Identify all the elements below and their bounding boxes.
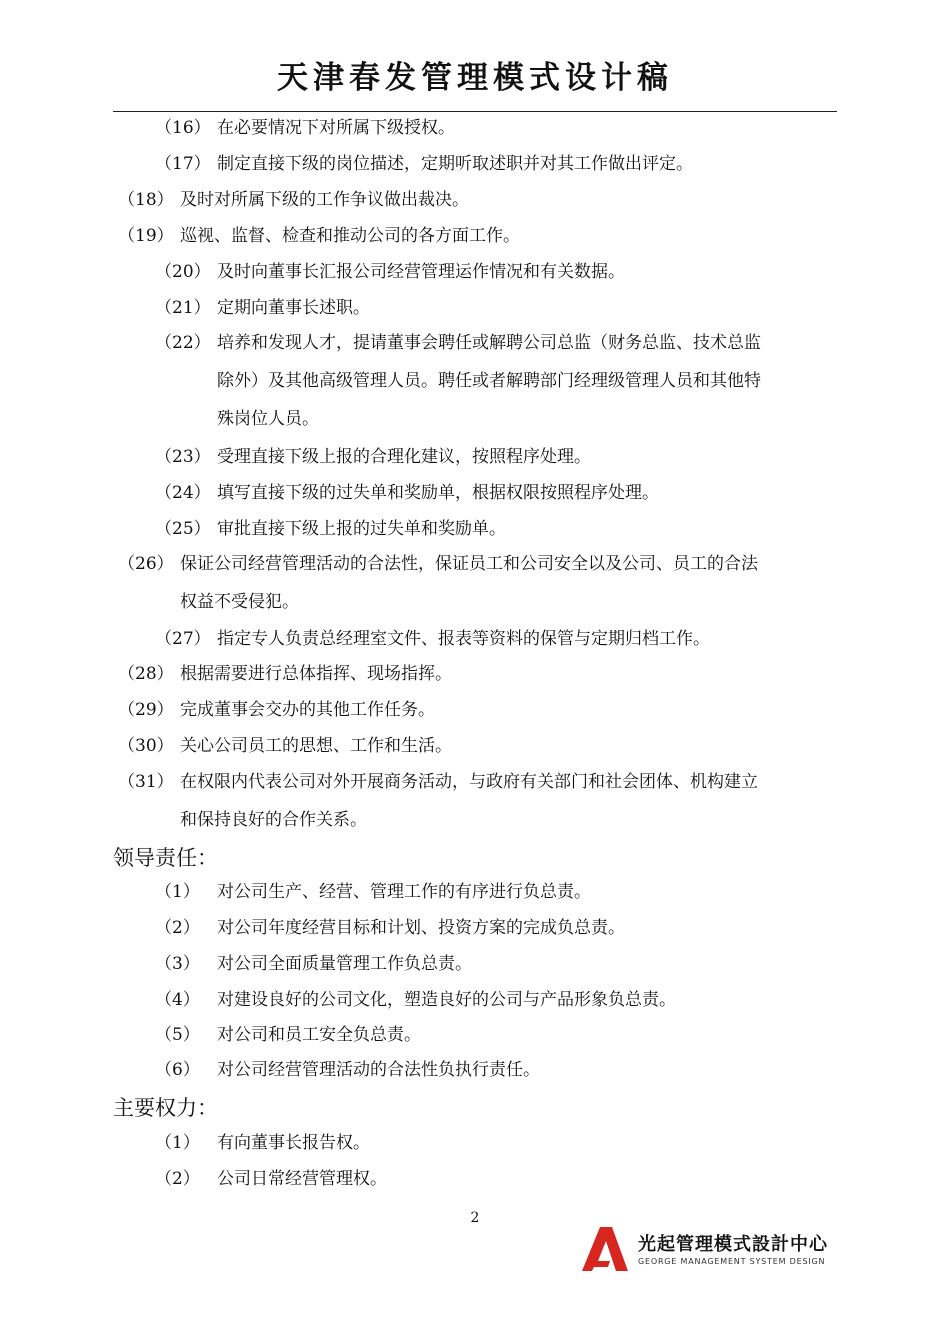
duty-text: 在权限内代表公司对外开展商务活动，与政府有关部门和社会团体、机构建立 [180,772,758,792]
leadership-number: （4） [155,990,200,1010]
leadership-number: （1） [155,882,200,902]
logo-a-mark-icon [580,1227,630,1271]
duty-number: （28） [118,664,174,684]
duty-number: （16） [155,118,211,138]
leadership-text: 对公司经营管理活动的合法性负执行责任。 [217,1060,540,1080]
header-divider [113,111,837,112]
logo-chinese-text: 光起管理模式設計中心 [638,1234,828,1255]
duty-number: （31） [118,772,174,792]
page-number: 2 [470,1210,480,1226]
duty-text: 巡视、监督、检查和推动公司的各方面工作。 [180,226,520,246]
leadership-text: 对公司年度经营目标和计划、投资方案的完成负总责。 [217,918,625,938]
duty-text: 保证公司经营管理活动的合法性，保证员工和公司安全以及公司、员工的合法 [180,554,758,574]
duty-number: （17） [155,154,211,174]
leadership-text: 对建设良好的公司文化，塑造良好的公司与产品形象负总责。 [217,990,676,1010]
duty-number: （29） [118,700,174,720]
powers-heading: 主要权力： [113,1096,218,1120]
duty-text-continued: 除外）及其他高级管理人员。聘任或者解聘部门经理级管理人员和其他特 [217,371,761,391]
powers-text: 公司日常经营管理权。 [217,1169,387,1189]
duty-number: （30） [118,736,174,756]
duty-text: 受理直接下级上报的合理化建议，按照程序处理。 [217,447,591,467]
leadership-number: （5） [155,1025,200,1045]
duty-number: （22） [155,333,211,353]
duty-number: （27） [155,629,211,649]
company-logo [580,1227,840,1271]
page-title: 天津春发管理模式设计稿 [277,60,673,96]
duty-text-continued: 权益不受侵犯。 [180,592,299,612]
duty-number: （21） [155,298,211,318]
duty-number: （26） [118,554,174,574]
powers-text: 有向董事长报告权。 [217,1133,370,1153]
duty-text: 在必要情况下对所属下级授权。 [217,118,455,138]
duty-text: 定期向董事长述职。 [217,298,370,318]
leadership-heading: 领导责任： [113,846,218,870]
powers-number: （1） [155,1133,200,1153]
duty-text: 关心公司员工的思想、工作和生活。 [180,736,452,756]
powers-number: （2） [155,1169,200,1189]
leadership-text: 对公司生产、经营、管理工作的有序进行负总责。 [217,882,591,902]
leadership-text: 对公司全面质量管理工作负总责。 [217,954,472,974]
leadership-number: （2） [155,918,200,938]
duty-text-continued: 殊岗位人员。 [217,409,319,429]
duty-text-continued: 和保持良好的合作关系。 [180,810,367,830]
duty-number: （20） [155,262,211,282]
logo-english-text: GEORGE MANAGEMENT SYSTEM DESIGN [638,1257,826,1266]
duty-number: （19） [118,226,174,246]
leadership-text: 对公司和员工安全负总责。 [217,1025,421,1045]
duty-text: 根据需要进行总体指挥、现场指挥。 [180,664,452,684]
duty-text: 制定直接下级的岗位描述，定期听取述职并对其工作做出评定。 [217,154,693,174]
duty-text: 完成董事会交办的其他工作任务。 [180,700,435,720]
duty-number: （18） [118,190,174,210]
duty-text: 培养和发现人才，提请董事会聘任或解聘公司总监（财务总监、技术总监 [217,333,761,353]
duty-number: （24） [155,483,211,503]
duty-text: 及时对所属下级的工作争议做出裁决。 [180,190,469,210]
duty-text: 及时向董事长汇报公司经营管理运作情况和有关数据。 [217,262,625,282]
duty-number: （25） [155,519,211,539]
duty-text: 填写直接下级的过失单和奖励单，根据权限按照程序处理。 [217,483,659,503]
duty-text: 审批直接下级上报的过失单和奖励单。 [217,519,506,539]
leadership-number: （3） [155,954,200,974]
duty-number: （23） [155,447,211,467]
leadership-number: （6） [155,1060,200,1080]
duty-text: 指定专人负责总经理室文件、报表等资料的保管与定期归档工作。 [217,629,710,649]
